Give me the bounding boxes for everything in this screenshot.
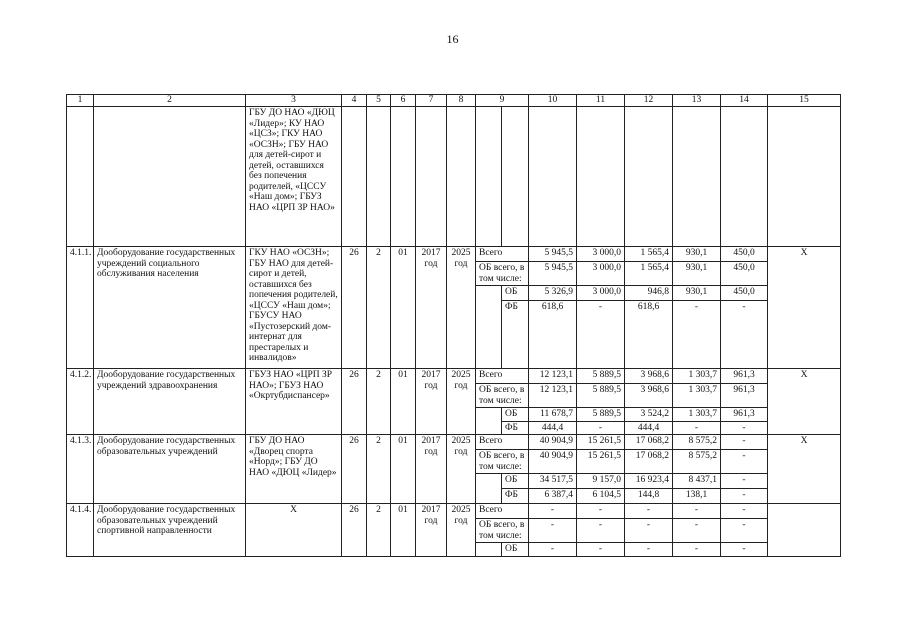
continuation-row [67,107,841,247]
code-cell: 01 [391,247,416,369]
item-number: 4.1.2. [67,369,94,435]
source-label: ОБ [502,408,529,422]
table-row [67,369,841,384]
executors-cell: ГБУ ДО НАО «Дворец спорта «Норд»; ГБУ ДО НАО «ДЮЦ «Лидер» [246,435,342,504]
value-cell: 618,6 [625,301,673,369]
value-cell: 5 889,5 [577,369,625,384]
value-cell: - [673,421,721,435]
column-header: 11 [577,95,625,107]
column-header: 1 [67,95,94,107]
source-label: Всего [476,247,529,262]
value-cell: 450,0 [721,247,768,262]
value-cell: - [673,301,721,369]
source-label: ОБ [502,474,529,489]
executors-cell: X [246,504,342,557]
value-cell: 3 000,0 [577,262,625,286]
value-cell: 5 945,5 [529,262,577,286]
column-header: 7 [416,95,447,107]
value-cell: - [721,474,768,489]
value-cell: 961,3 [721,384,768,408]
item-name: Дооборудование государственных образовательных учреждений [94,435,246,504]
code-cell: 2 [367,247,391,369]
source-label: ФБ [502,301,529,369]
value-cell: 1 303,7 [673,369,721,384]
value-cell: - [721,543,768,557]
end-year: 2025 год [447,369,476,435]
table-row [67,504,841,519]
table-row [67,247,841,262]
start-year: 2017 год [416,435,447,504]
item-number: 4.1.3. [67,435,94,504]
value-cell: 40 904,9 [529,450,577,474]
value-cell: 34 517,5 [529,474,577,489]
start-year: 2017 год [416,504,447,557]
value-cell: 5 945,5 [529,247,577,262]
column-15-cell: X [768,435,841,504]
value-cell: - [721,421,768,435]
value-cell: 6 387,4 [529,489,577,504]
source-label: ОБ всего, в том числе: [476,450,529,474]
value-cell: - [721,519,768,543]
value-cell: - [721,301,768,369]
code-cell: 2 [367,435,391,504]
value-cell: 8 437,1 [673,474,721,489]
item-name: Дооборудование государственных учреждений здравоохранения [94,369,246,435]
value-cell: 6 104,5 [577,489,625,504]
value-cell: 3 000,0 [577,286,625,301]
value-cell: 11 678,7 [529,408,577,422]
start-year: 2017 год [416,247,447,369]
item-name: Дооборудование государственных учреждений социального обслуживания населения [94,247,246,369]
value-cell: - [673,519,721,543]
column-header: 14 [721,95,768,107]
value-cell: - [577,504,625,519]
value-cell: 12 123,1 [529,369,577,384]
value-cell: 1 303,7 [673,384,721,408]
end-year: 2025 год [447,247,476,369]
value-cell: - [529,519,577,543]
value-cell: 444,4 [625,421,673,435]
value-cell: 8 575,2 [673,435,721,450]
value-cell: 5 326,9 [529,286,577,301]
value-cell: - [625,504,673,519]
value-cell: - [625,519,673,543]
value-cell: - [577,543,625,557]
item-name: Дооборудование государственных образовательных учреждений спортивной направленности [94,504,246,557]
value-cell: 15 261,5 [577,435,625,450]
end-year: 2025 год [447,504,476,557]
value-cell: 930,1 [673,286,721,301]
column-15-cell [768,504,841,557]
source-label: Всего [476,369,529,384]
value-cell: 5 889,5 [577,384,625,408]
end-year: 2025 год [447,435,476,504]
value-cell: 8 575,2 [673,450,721,474]
value-cell: 3 524,2 [625,408,673,422]
value-cell: 16 923,4 [625,474,673,489]
value-cell: 618,6 [529,301,577,369]
column-header: 2 [94,95,246,107]
column-header: 8 [447,95,476,107]
value-cell: 1 565,4 [625,247,673,262]
value-cell: 1 565,4 [625,262,673,286]
value-cell: 961,3 [721,369,768,384]
code-cell: 2 [367,504,391,557]
column-header: 12 [625,95,673,107]
value-cell: 3 000,0 [577,247,625,262]
value-cell: 1 303,7 [673,408,721,422]
value-cell: 930,1 [673,262,721,286]
value-cell: 144,8 [625,489,673,504]
column-number-header-row [67,95,841,107]
executors-cell: ГБУ ДО НАО «ДЮЦ «Лидер»; КУ НАО «ЦСЗ»; ГКУ НАО «ОСЗН»; ГБУ НАО для детей-сирот и детей, оставшихся без попечения родителей, «ЦССУ «Наш дом»; ГБУЗ НАО «ЦРП ЗР НАО» [246,107,342,247]
value-cell: 138,1 [673,489,721,504]
value-cell: 450,0 [721,286,768,301]
value-cell: 40 904,9 [529,435,577,450]
value-cell: - [529,504,577,519]
value-cell: - [721,489,768,504]
executors-cell: ГБУЗ НАО «ЦРП ЗР НАО»; ГБУЗ НАО «Окртубдиспансер» [246,369,342,435]
column-header: 9 [476,95,529,107]
source-label: ОБ всего, в том числе: [476,519,529,543]
column-15-cell: X [768,369,841,435]
item-number: 4.1.4. [67,504,94,557]
column-header: 6 [391,95,416,107]
page-number: 16 [446,32,459,46]
code-cell: 01 [391,369,416,435]
source-label: Всего [476,504,529,519]
program-activities-table [66,94,841,557]
source-label: ОБ всего, в том числе: [476,262,529,286]
source-label: ОБ [502,543,529,557]
source-label: Всего [476,435,529,450]
table-row [67,435,841,450]
value-cell: 17 068,2 [625,435,673,450]
value-cell: 12 123,1 [529,384,577,408]
column-header: 3 [246,95,342,107]
column-15-cell: X [768,247,841,369]
value-cell: - [673,504,721,519]
value-cell: 946,8 [625,286,673,301]
code-cell: 26 [342,247,367,369]
code-cell: 2 [367,369,391,435]
value-cell: 930,1 [673,247,721,262]
column-header: 15 [768,95,841,107]
value-cell: 17 068,2 [625,450,673,474]
value-cell: 450,0 [721,262,768,286]
value-cell: 3 968,6 [625,384,673,408]
value-cell: - [577,301,625,369]
value-cell: - [529,543,577,557]
value-cell: - [721,504,768,519]
value-cell: 444,4 [529,421,577,435]
column-header: 13 [673,95,721,107]
code-cell: 01 [391,435,416,504]
value-cell: 5 889,5 [577,408,625,422]
code-cell: 01 [391,504,416,557]
column-header: 4 [342,95,367,107]
value-cell: 3 968,6 [625,369,673,384]
code-cell: 26 [342,369,367,435]
source-label: ОБ [502,286,529,301]
value-cell: 9 157,0 [577,474,625,489]
value-cell: - [673,543,721,557]
code-cell: 26 [342,435,367,504]
executors-cell: ГКУ НАО «ОСЗН»; ГБУ НАО для детей-сирот и детей, оставшихся без попечения родителей, «ЦССУ «Наш дом»; ГБУСУ НАО «Пустозерский дом-интернат для престарелых и инвалидов» [246,247,342,369]
value-cell: - [625,543,673,557]
value-cell: - [577,519,625,543]
item-number: 4.1.1. [67,247,94,369]
value-cell: 961,3 [721,408,768,422]
source-label: ОБ всего, в том числе: [476,384,529,408]
value-cell: - [721,450,768,474]
column-header: 10 [529,95,577,107]
source-label: ФБ [502,421,529,435]
value-cell: 15 261,5 [577,450,625,474]
source-label: ФБ [502,489,529,504]
value-cell: - [721,435,768,450]
column-header: 5 [367,95,391,107]
code-cell: 26 [342,504,367,557]
start-year: 2017 год [416,369,447,435]
value-cell: - [577,421,625,435]
